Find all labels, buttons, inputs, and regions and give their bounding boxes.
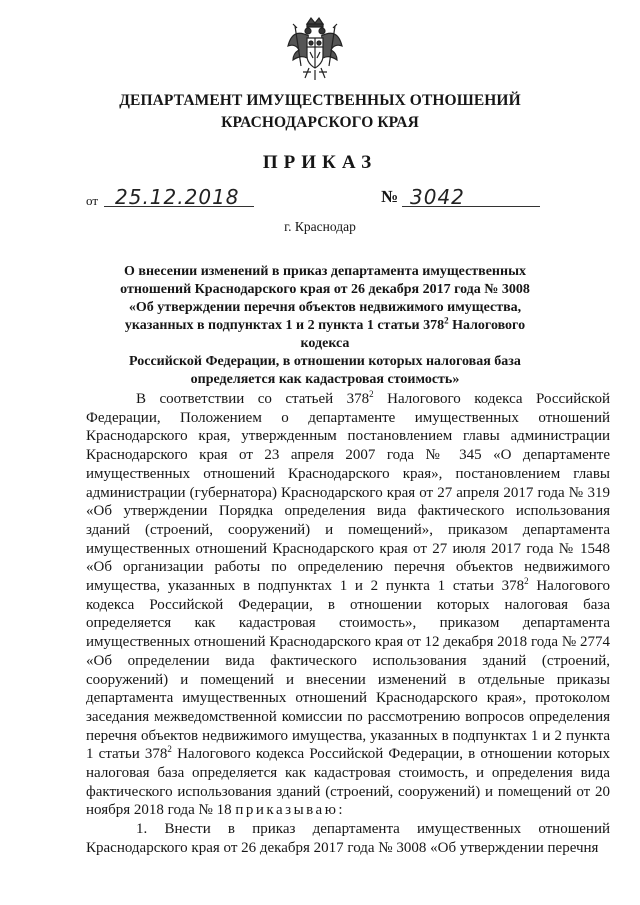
order-number: 3042 (410, 185, 465, 209)
organization-name-line1: ДЕПАРТАМЕНТ ИМУЩЕСТВЕННЫХ ОТНОШЕНИЙ (119, 92, 521, 109)
paragraph-text: В соответствии со статьей 378 (136, 391, 370, 407)
superscript: 2 (524, 576, 529, 587)
organization-name-line2: КРАСНОДАРСКОГО КРАЯ (221, 114, 419, 131)
subject-line: О внесении изменений в приказ департамента имущественных (124, 264, 526, 279)
order-meta-row (0, 183, 640, 213)
coat-of-arms-icon (285, 16, 345, 82)
order-title: ПРИКАЗ (262, 152, 378, 173)
subject-line: «Об утверждении перечня объектов недвижимого имущества, (128, 300, 522, 315)
paragraph-text: Налогового кодекса Российской Федерации, Положением о департаменте имущественных отношений Краснодарского края, утвержденным постановлением главы администрации Краснодарского края от 23 апреля 2007 года № 345 «О департаменте имущественных отношений Краснодарского края», постановлением главы администрации (губернатора) Краснодарского края от 27 апреля 2017 года № 319 «Об утверждении Порядка определения вида фактического использования зданий (строений, сооружений) и помещений», приказом департамента имущественных отношений Краснодарского края от 27 июля 2017 года № 1548 «Об организации работы по определению перечня объектов недвижимого имущества, указанных в подпунктах 1 и 2 пункта 1 статьи 378 (86, 391, 610, 595)
paragraph-text: Налогового кодекса Российской Федерации, в отношении которых налоговая база определяется как кадастровая стоимость», приказом департамента имущественных отношений Краснодарского края от 12 декабря 2018 года № 2774 «Об определении вида фактического использования зданий (строений, сооружений) и помещений и внесении изменений в отдельные приказы департамента имущественных отношений Краснодарского края», протоколом заседания межведомственной комиссии по рассмотрению вопросов определения перечня объектов недвижимого имущества, указанных в подпунктах 1 и 2 пункта 1 статьи 378 (86, 578, 610, 763)
document-body (86, 390, 610, 858)
number-label: № (381, 187, 399, 206)
superscript: 2 (167, 744, 172, 755)
superscript: 2 (444, 315, 449, 326)
subject-line: отношений Краснодарского края от 26 декабря 2017 года № 3008 (120, 282, 530, 297)
order-date: 25.12.2018 (115, 185, 240, 209)
order-directive: приказываю: (235, 802, 346, 819)
paragraph-text: Налогового кодекса Российской Федерации, в отношении которых налоговая база определяется как кадастровая стоимость, и определения вида фактического использования зданий (строений, сооружений) и помещений от 20 ноября 2018 года № 18 (86, 746, 610, 819)
subject-line: определяется как кадастровая стоимость» (190, 372, 460, 387)
body-paragraph-2: 1. Внести в приказ департамента имущественных отношений Краснодарского края от 26 декабря 2017 года № 3008 «Об утверждении перечня (86, 821, 610, 856)
subject-line (100, 317, 550, 353)
subject-text: указанных в подпунктах 1 и 2 пункта 1 статьи 378 (124, 318, 445, 333)
order-subject (100, 263, 550, 389)
city: г. Краснодар (284, 219, 356, 234)
subject-text: Налогового кодекса (300, 318, 526, 351)
subject-line: Российской Федерации, в отношении которых налоговая база (129, 354, 521, 369)
body-paragraph-1 (86, 390, 610, 820)
superscript: 2 (369, 389, 374, 399)
date-label: от (86, 193, 99, 208)
